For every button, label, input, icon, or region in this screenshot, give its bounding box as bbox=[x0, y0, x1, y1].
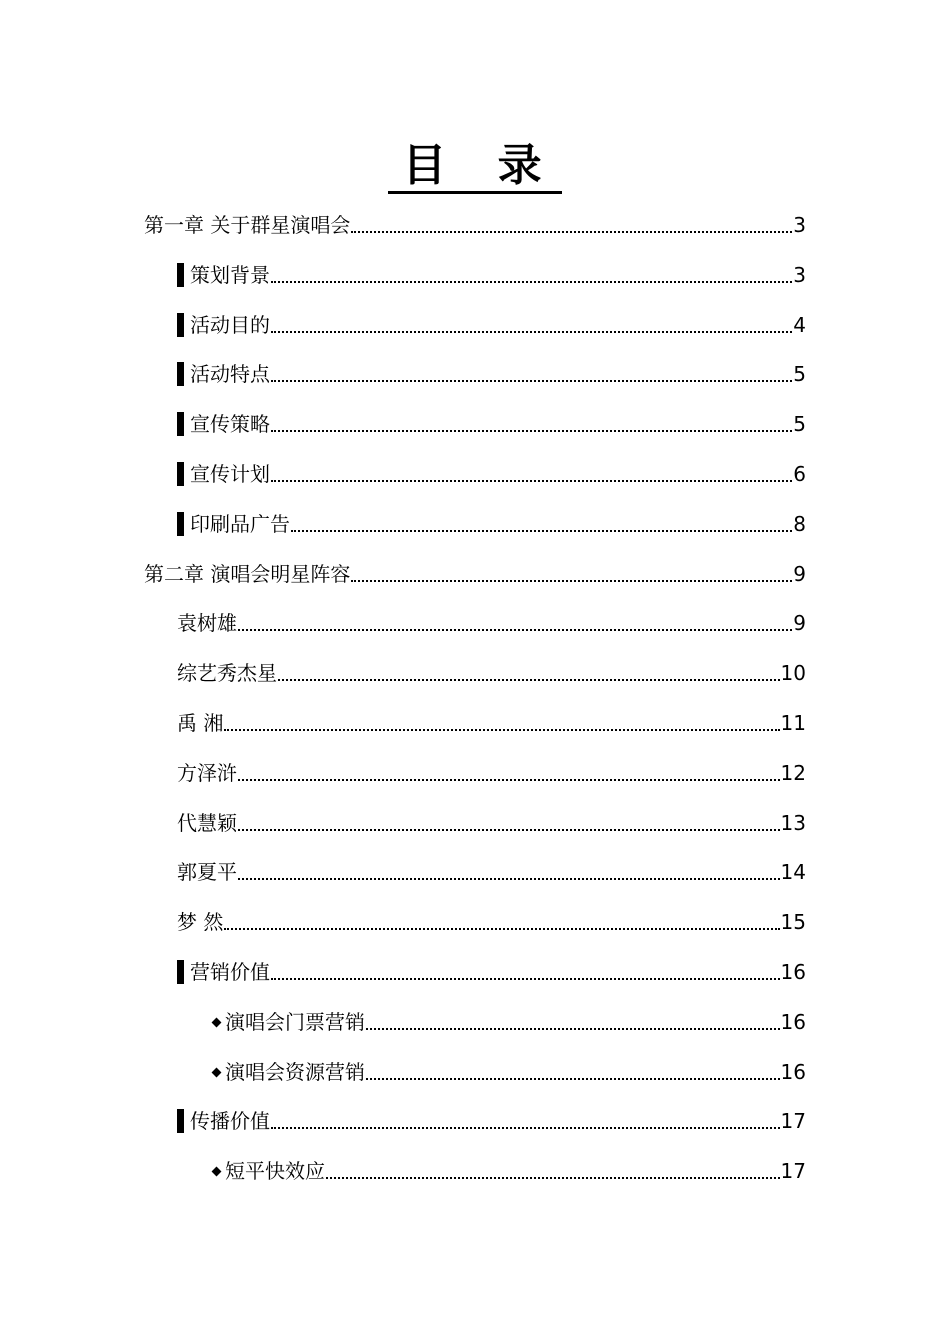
toc-entry-label: 综艺秀杰星 bbox=[177, 661, 277, 685]
toc-entry[interactable] bbox=[177, 606, 806, 636]
dot-leader bbox=[351, 231, 792, 233]
dot-leader bbox=[351, 580, 792, 582]
toc-entry[interactable] bbox=[144, 208, 806, 238]
toc-entry[interactable] bbox=[177, 407, 806, 437]
toc-entry-label: 宣传计划 bbox=[190, 462, 270, 486]
toc-entry[interactable] bbox=[177, 905, 806, 935]
toc-entry[interactable] bbox=[210, 1005, 806, 1035]
toc-entry-label: 第一章 关于群星演唱会 bbox=[144, 213, 351, 237]
section-bar-icon bbox=[177, 960, 184, 984]
toc-entry-page: 3 bbox=[793, 263, 806, 287]
dot-leader bbox=[271, 281, 792, 283]
section-bar-icon bbox=[177, 1109, 184, 1133]
toc-entry[interactable] bbox=[177, 756, 806, 786]
toc-entry-page: 9 bbox=[793, 562, 806, 586]
dot-leader bbox=[238, 779, 780, 781]
toc-entry-label: 郭夏平 bbox=[177, 860, 237, 884]
toc-title-text: 目 录 bbox=[388, 141, 561, 194]
dot-leader bbox=[271, 1127, 780, 1129]
dot-leader bbox=[366, 1028, 780, 1030]
dot-leader bbox=[238, 829, 780, 831]
toc-entry[interactable] bbox=[177, 706, 806, 736]
toc-entry-label: 演唱会资源营销 bbox=[225, 1060, 365, 1084]
toc-entry[interactable] bbox=[177, 955, 806, 985]
toc-entry-page: 17 bbox=[780, 1109, 806, 1133]
toc-entry-page: 14 bbox=[780, 860, 806, 884]
toc-entry-label: 策划背景 bbox=[190, 263, 270, 287]
dot-leader bbox=[278, 679, 780, 681]
dot-leader bbox=[271, 430, 792, 432]
dot-leader bbox=[271, 978, 780, 980]
dot-leader bbox=[238, 629, 792, 631]
toc-entry-label: 第二章 演唱会明星阵容 bbox=[144, 562, 351, 586]
toc-entry-label: 梦 然 bbox=[177, 910, 224, 934]
toc-entry-page: 4 bbox=[793, 313, 806, 337]
toc-entry-label: 禹 湘 bbox=[177, 711, 224, 735]
toc-entry-label: 营销价值 bbox=[190, 960, 270, 984]
toc-entry-label: 短平快效应 bbox=[225, 1159, 325, 1183]
diamond-bullet-icon bbox=[212, 1068, 222, 1078]
toc-entry-page: 16 bbox=[780, 1010, 806, 1034]
toc-entry-page: 17 bbox=[780, 1159, 806, 1183]
toc-entry-page: 12 bbox=[780, 761, 806, 785]
toc-entry[interactable] bbox=[210, 1154, 806, 1184]
toc-entry[interactable] bbox=[177, 357, 806, 387]
toc-entry-page: 11 bbox=[780, 711, 806, 735]
toc-entry-page: 3 bbox=[793, 213, 806, 237]
dot-leader bbox=[238, 878, 780, 880]
section-bar-icon bbox=[177, 462, 184, 486]
toc-entry-page: 13 bbox=[780, 811, 806, 835]
diamond-bullet-icon bbox=[212, 1018, 222, 1028]
toc-entry-label: 活动特点 bbox=[190, 362, 270, 386]
toc-entry[interactable] bbox=[177, 457, 806, 487]
toc-entry-label: 印刷品广告 bbox=[190, 512, 290, 536]
dot-leader bbox=[271, 480, 792, 482]
toc-entry-label: 袁树雄 bbox=[177, 611, 237, 635]
toc-entry[interactable] bbox=[177, 258, 806, 288]
toc-entry[interactable] bbox=[177, 855, 806, 885]
toc-entry-page: 5 bbox=[793, 362, 806, 386]
toc-entry-label: 宣传策略 bbox=[190, 412, 270, 436]
toc-entry-page: 9 bbox=[793, 611, 806, 635]
toc-entry-label: 代慧颖 bbox=[177, 811, 237, 835]
section-bar-icon bbox=[177, 263, 184, 287]
dot-leader bbox=[326, 1177, 780, 1179]
toc-entry-page: 8 bbox=[793, 512, 806, 536]
toc-entry-page: 5 bbox=[793, 412, 806, 436]
toc-entry-page: 10 bbox=[780, 661, 806, 685]
toc-entry[interactable] bbox=[177, 656, 806, 686]
section-bar-icon bbox=[177, 412, 184, 436]
toc-entry[interactable] bbox=[144, 557, 806, 587]
section-bar-icon bbox=[177, 362, 184, 386]
toc-entry[interactable] bbox=[177, 507, 806, 537]
dot-leader bbox=[224, 928, 779, 930]
toc-entry[interactable] bbox=[177, 1104, 806, 1134]
toc-entry[interactable] bbox=[210, 1055, 806, 1085]
dot-leader bbox=[271, 331, 792, 333]
dot-leader bbox=[224, 729, 779, 731]
toc-entry-page: 16 bbox=[780, 1060, 806, 1084]
toc-entry-page: 16 bbox=[780, 960, 806, 984]
dot-leader bbox=[291, 530, 792, 532]
section-bar-icon bbox=[177, 512, 184, 536]
toc-entry-label: 传播价值 bbox=[190, 1109, 270, 1133]
dot-leader bbox=[366, 1078, 780, 1080]
toc-entry[interactable] bbox=[177, 308, 806, 338]
toc-entry[interactable] bbox=[177, 806, 806, 836]
toc-entry-page: 6 bbox=[793, 462, 806, 486]
toc-entry-label: 演唱会门票营销 bbox=[225, 1010, 365, 1034]
diamond-bullet-icon bbox=[212, 1167, 222, 1177]
section-bar-icon bbox=[177, 313, 184, 337]
dot-leader bbox=[271, 380, 792, 382]
toc-entry-page: 15 bbox=[780, 910, 806, 934]
toc-entry-label: 方泽浒 bbox=[177, 761, 237, 785]
toc-entry-label: 活动目的 bbox=[190, 313, 270, 337]
